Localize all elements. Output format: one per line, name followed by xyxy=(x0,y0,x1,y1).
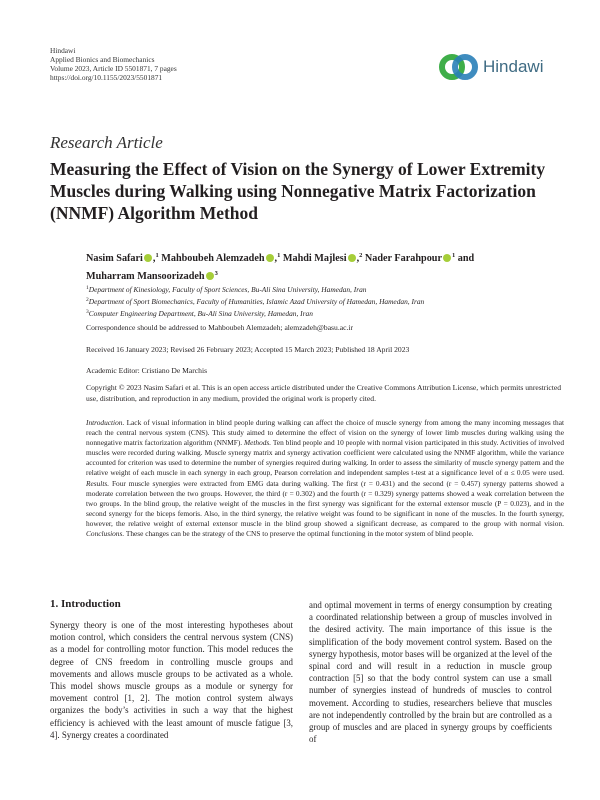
journal-name: Applied Bionics and Biomechanics xyxy=(50,55,155,64)
article-type: Research Article xyxy=(50,133,163,152)
logo-wordmark: Hindawi xyxy=(483,57,544,76)
author-name[interactable]: Nader Farahpour xyxy=(364,253,442,264)
section-heading: 1. Introduction xyxy=(50,598,121,610)
paper-title: Measuring the Effect of Vision on the Synergy of Lower Extremity Muscles during Walking using Nonnegative Matrix Factorization (NNMF) Algorithm Method xyxy=(50,159,546,223)
doi-link[interactable]: https://doi.org/10.1155/2023/5501871 xyxy=(50,73,163,82)
author-name[interactable]: Mahboubeh Alemzadeh xyxy=(161,253,265,264)
author-name[interactable]: Nasim Safari xyxy=(86,253,143,264)
correspondence: Correspondence should be addressed to Mahboubeh Alemzadeh; alemzadeh@basu.ac.ir xyxy=(86,323,353,332)
hindawi-logo xyxy=(437,50,557,84)
body-column-left: Synergy theory is one of the most interesting hypotheses about motion control, which considers the central nervous system (CNS) as a model for controlling motor function. This model reduces the degree of CNS freedom in controlling muscle groups and movements and allows muscle groups to be activated as a whole. This model shows muscle groups as a module or synergy for movement control [1, 2]. The motion control system always organizes the body’s activities in such a way that the highest efficiency is achieved with the least amount of muscle fatigue [3, 4]. Synergy creates a coordinated xyxy=(50,620,293,740)
journal-meta xyxy=(50,46,177,82)
affiliation-item: $^2$Department of Sport Biomechanics, Faculty of Humanities, Islamic Azad University of Hamedan, Hamedan, Iran xyxy=(86,297,425,306)
orcid-icon[interactable] xyxy=(266,254,274,262)
orcid-icon[interactable] xyxy=(348,254,356,262)
orcid-icon[interactable] xyxy=(144,254,152,262)
orcid-icon[interactable] xyxy=(206,272,214,280)
abstract: Introduction. Lack of visual information in blind people during walking can affect the choice of muscle synergy from among the many incoming messages that reach the central nervous system (CNS). This study aimed to determine the effect of vision on the synergy of lower limb muscles during walking using the nonnegative matrix factorization algorithm (NNMF). Methods. Ten blind people and 10 people with normal vision participated in this study. Activities of involved muscles were recorded during walking. Muscle synergy matrix and synergy activation coefficient were calculated using the NNMF algorithm, while the variance accounted for criterion was used to determine the number of synergies required during walking. In order to assess the similarity of muscle synergy pattern and the relative weight of each muscle in each synergy in each group, Pearson correlation and independent samples t-test at a significance level of α ≤ 0.05 were used. Results. Four muscle synergies were extracted from EMG data during walking. The first (r = 0.431) and the second (r = 0.457) synergy patterns showed a moderate correlation between the two groups. However, the third (r = 0.302) and the fourth (r = 0.329) synergy patterns showed a weak correlation between the two groups. In the blind group, the relative weight of the muscles in the first synergy was significant for the external extensor muscle (P = 0.023), and in the second synergy for the biceps femoris. Also, in the third synergy, the relative weight was found to be significant in none of the muscles. In the fourth synergy, however, the relative weight of external extensor muscle in the blind group showed a significant decrease, as compared to the group with normal vision. Conclusions. These changes can be the strategy of the CNS to preserve the optimal functioning in the motor system of blind people. xyxy=(86,418,564,539)
copyright-notice: Copyright © 2023 Nasim Safari et al. This is an open access article distributed under the Creative Commons Attribution License, which permits unrestricted use, distribution, and reproduction in any medium, provided the original work is properly cited. xyxy=(86,383,562,403)
author-name[interactable]: Muharram Mansoorizadeh xyxy=(86,271,205,282)
body-column-right: and optimal movement in terms of energy consumption by creating a coordinated relationship between a group of muscles involved in the desired activity. The main importance of this issue is the simplification of the body movement control system. Based on the synergy hypothesis, motor bases will be organized at the level of the spinal cord and will result in a reduction in muscle group contraction [5] so that the body control system can use a small number of synergies instead of hundreds of muscles to control movement. According to studies, researchers believe that muscles are not independently controlled by the brain but are controlled as a group of muscles and are placed in synergy groups by coefficients of xyxy=(309,600,552,745)
affiliations xyxy=(86,283,566,319)
academic-editor: Academic Editor: Cristiano De Marchis xyxy=(86,366,208,375)
affiliation-item: $^3$Computer Engineering Department, Bu-Ali Sina University, Hamedan, Iran xyxy=(86,309,313,318)
author-list: Nasim Safari ,$^1$ Mahboubeh Alemzadeh ,$^1$ Mahdi Majlesi ,$^2$ Nader Farahpour $^1$ and Muharram Mansoorizadeh $^3$ xyxy=(86,252,475,282)
orcid-icon[interactable] xyxy=(443,254,451,262)
publication-dates: Received 16 January 2023; Revised 26 February 2023; Accepted 15 March 2023; Published 18 April 2023 xyxy=(86,345,410,354)
affiliation-item: $^1$Department of Kinesiology, Faculty of Sport Sciences, Bu-Ali Sina University, Hamedan, Iran xyxy=(86,285,367,294)
publisher-name: Hindawi xyxy=(50,46,76,55)
author-name[interactable]: Mahdi Majlesi xyxy=(282,253,347,264)
volume-line: Volume 2023, Article ID 5501871, 7 pages xyxy=(50,64,177,73)
hindawi-logo-icon xyxy=(437,52,481,82)
